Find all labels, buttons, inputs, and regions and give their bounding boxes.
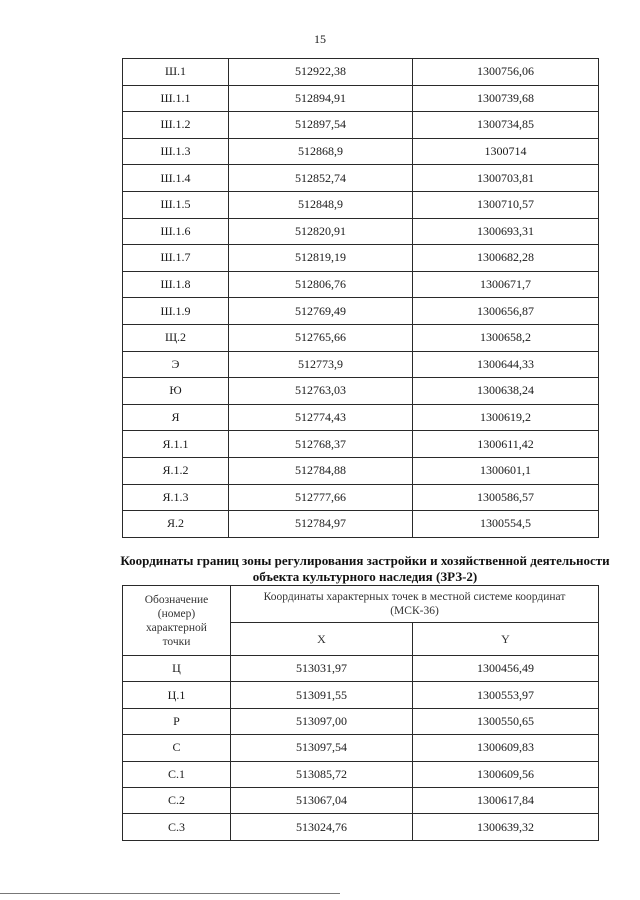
table-row (123, 271, 599, 298)
table-row (123, 511, 599, 538)
table-row (123, 378, 599, 405)
table-row (123, 324, 599, 351)
point-label-cell: Ш.1.3 (123, 138, 229, 165)
y-coordinate-cell: 1300553,97 (413, 682, 599, 708)
header-line: Обозначение (144, 593, 209, 606)
point-label-cell: Р (123, 708, 231, 734)
x-coordinate-cell: 512769,49 (229, 298, 413, 325)
point-label-cell: Ш.1.4 (123, 165, 229, 192)
point-label-cell: Ю (123, 378, 229, 405)
x-coordinate-cell: 512819,19 (229, 245, 413, 272)
y-coordinate-cell: 1300644,33 (413, 351, 599, 378)
point-label-cell: Ц.1 (123, 682, 231, 708)
point-label-cell: С (123, 735, 231, 761)
point-label-cell: Э (123, 351, 229, 378)
x-coordinate-cell: 512763,03 (229, 378, 413, 405)
x-coordinate-cell: 513097,54 (231, 735, 413, 761)
table-row (123, 404, 599, 431)
y-coordinate-cell: 1300586,57 (413, 484, 599, 511)
header-line: (номер) (157, 607, 196, 620)
coordinates-table-body (123, 59, 599, 538)
point-label-cell: Ш.1.7 (123, 245, 229, 272)
point-designation-header (123, 586, 231, 656)
footnote-rule (0, 893, 340, 894)
table-row (123, 787, 599, 813)
x-coordinate-cell: 512852,74 (229, 165, 413, 192)
point-label-cell: С.2 (123, 787, 231, 813)
x-coordinate-cell: 512773,9 (229, 351, 413, 378)
header-row (123, 586, 599, 623)
y-coordinate-cell: 1300639,32 (413, 814, 599, 840)
x-column-header: X (231, 623, 413, 656)
x-coordinate-cell: 512784,97 (229, 511, 413, 538)
y-coordinate-cell: 1300756,06 (413, 59, 599, 86)
table-row (123, 351, 599, 378)
y-coordinate-cell: 1300656,87 (413, 298, 599, 325)
y-coordinate-cell: 1300611,42 (413, 431, 599, 458)
point-label-cell: Ш.1.9 (123, 298, 229, 325)
point-label-cell: Я.2 (123, 511, 229, 538)
y-coordinate-cell: 1300739,68 (413, 85, 599, 112)
y-coordinate-cell: 1300714 (413, 138, 599, 165)
y-coordinate-cell: 1300682,28 (413, 245, 599, 272)
header-line: Координаты характерных точек в местной системе координат (263, 591, 566, 603)
x-coordinate-cell: 512777,66 (229, 484, 413, 511)
y-coordinate-cell: 1300456,49 (413, 656, 599, 682)
point-label-cell: Я.1.3 (123, 484, 229, 511)
point-label-cell: Я (123, 404, 229, 431)
coordinates-header (231, 586, 599, 623)
table-row (123, 59, 599, 86)
x-coordinate-cell: 513091,55 (231, 682, 413, 708)
table-row (123, 138, 599, 165)
table-row (123, 298, 599, 325)
y-coordinate-cell: 1300619,2 (413, 404, 599, 431)
table-row (123, 761, 599, 787)
x-coordinate-cell: 512868,9 (229, 138, 413, 165)
table-row (123, 708, 599, 734)
y-coordinate-cell: 1300734,85 (413, 112, 599, 139)
y-coordinate-cell: 1300638,24 (413, 378, 599, 405)
table-row (123, 218, 599, 245)
x-coordinate-cell: 512894,91 (229, 85, 413, 112)
x-coordinate-cell: 513031,97 (231, 656, 413, 682)
point-label-cell: Ш.1.5 (123, 191, 229, 218)
header-line: (МСК-36) (390, 605, 439, 617)
table-header (123, 586, 599, 656)
point-label-cell: Ш.1.8 (123, 271, 229, 298)
point-label-cell: Ш.1 (123, 59, 229, 86)
table-row (123, 457, 599, 484)
x-coordinate-cell: 512765,66 (229, 324, 413, 351)
x-coordinate-cell: 512784,88 (229, 457, 413, 484)
point-label-cell: Я.1.2 (123, 457, 229, 484)
y-coordinate-cell: 1300609,83 (413, 735, 599, 761)
x-coordinate-cell: 513067,04 (231, 787, 413, 813)
table-row (123, 165, 599, 192)
page-number: 15 (314, 32, 326, 46)
section-heading-line: Координаты границ зоны регулирования застройки и хозяйственной деятельности (120, 553, 610, 568)
table-row (123, 431, 599, 458)
y-column-header: Y (413, 623, 599, 656)
table-row (123, 245, 599, 272)
point-label-cell: Ш.1.6 (123, 218, 229, 245)
table-row (123, 191, 599, 218)
y-coordinate-cell: 1300703,81 (413, 165, 599, 192)
x-coordinate-cell: 513024,76 (231, 814, 413, 840)
zrz2-coordinates-table (122, 585, 599, 841)
section-heading-line: объекта культурного наследия (ЗРЗ-2) (252, 569, 478, 584)
table-row (123, 85, 599, 112)
x-coordinate-cell: 512806,76 (229, 271, 413, 298)
table-row (123, 735, 599, 761)
point-label-cell: Я.1.1 (123, 431, 229, 458)
point-label-cell: С.3 (123, 814, 231, 840)
y-coordinate-cell: 1300554,5 (413, 511, 599, 538)
table-row (123, 656, 599, 682)
coordinates-table-continued (122, 58, 599, 538)
y-coordinate-cell: 1300693,31 (413, 218, 599, 245)
point-label-cell: Ш.1.1 (123, 85, 229, 112)
x-coordinate-cell: 512897,54 (229, 112, 413, 139)
table-row (123, 484, 599, 511)
y-coordinate-cell: 1300609,56 (413, 761, 599, 787)
point-label-cell: Щ.2 (123, 324, 229, 351)
x-coordinate-cell: 513097,00 (231, 708, 413, 734)
y-coordinate-cell: 1300601,1 (413, 457, 599, 484)
x-coordinate-cell: 512774,43 (229, 404, 413, 431)
y-coordinate-cell: 1300658,2 (413, 324, 599, 351)
header-line: характерной (146, 621, 207, 634)
x-coordinate-cell: 512848,9 (229, 191, 413, 218)
y-coordinate-cell: 1300550,65 (413, 708, 599, 734)
x-coordinate-cell: 512922,38 (229, 59, 413, 86)
header-line: точки (162, 635, 191, 648)
y-coordinate-cell: 1300671,7 (413, 271, 599, 298)
zrz2-table-body (123, 656, 599, 841)
point-label-cell: С.1 (123, 761, 231, 787)
table-row (123, 112, 599, 139)
x-coordinate-cell: 512820,91 (229, 218, 413, 245)
table-row (123, 814, 599, 840)
y-coordinate-cell: 1300617,84 (413, 787, 599, 813)
point-label-cell: Ш.1.2 (123, 112, 229, 139)
point-label-cell: Ц (123, 656, 231, 682)
y-coordinate-cell: 1300710,57 (413, 191, 599, 218)
x-coordinate-cell: 512768,37 (229, 431, 413, 458)
section-heading (95, 553, 635, 585)
table-row (123, 682, 599, 708)
x-coordinate-cell: 513085,72 (231, 761, 413, 787)
